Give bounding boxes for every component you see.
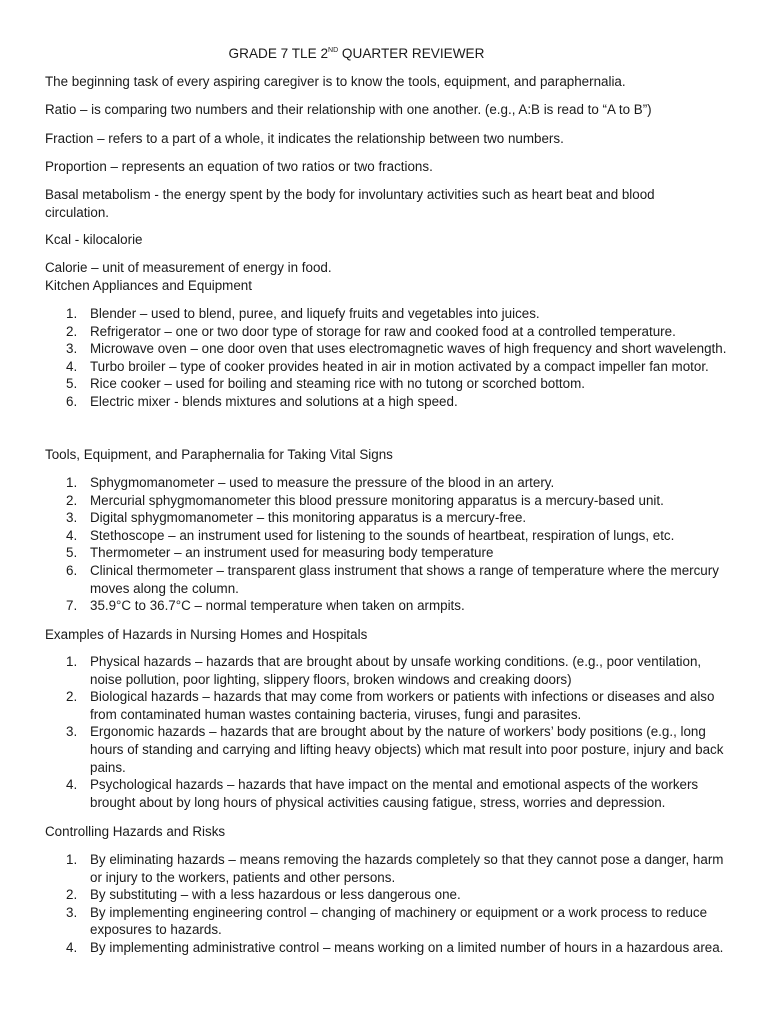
list-item [45, 492, 730, 510]
list-item-text: Blender – used to blend, puree, and liquefy fruits and vegetables into juices. [90, 306, 540, 321]
list-item [45, 509, 730, 527]
list-item-text: By implementing engineering control – changing of machinery or equipment or a work process to reduce exposures to hazards. [90, 904, 708, 938]
list-item [45, 597, 730, 615]
kitchen-list [45, 305, 730, 411]
list-item-text: Psychological hazards – hazards that have impact on the mental and emotional aspects of the workers brought about by long hours of physical activities causing fatigue, stress, worries and depression. [90, 777, 699, 810]
list-item-text: Mercurial sphygmomanometer this blood pressure monitoring apparatus is a mercury-based unit. [90, 492, 664, 508]
list-item-text: Biological hazards – hazards that may come from workers or patients with infections or diseases and also from contaminated human wastes containing bacteria, viruses, fungi and parasites. [90, 689, 715, 722]
list-item [45, 939, 730, 957]
list-item-number: 5. [66, 545, 78, 561]
list-item [45, 358, 730, 376]
list-item [45, 340, 730, 358]
section-heading-vital-signs: Tools, Equipment, and Paraphernalia for Taking Vital Signs [45, 447, 393, 462]
controlling-list [45, 851, 730, 957]
list-item [45, 305, 730, 323]
list-item [45, 851, 730, 886]
document-title [0, 45, 713, 63]
list-item-text: By substituting – with a less hazardous or less dangerous one. [90, 887, 461, 903]
ratio-definition: Ratio – is comparing two numbers and their relationship with one another. (e.g., A:B is read to “A to B”) [45, 102, 652, 117]
list-item-number: 4. [66, 527, 78, 543]
list-item-number: 3. [66, 341, 78, 357]
list-item-number: 3. [66, 904, 78, 920]
fraction-definition: Fraction – refers to a part of a whole, it indicates the relationship between two numbers. [45, 131, 564, 146]
list-item-number: 6. [66, 393, 78, 409]
list-item [45, 723, 730, 776]
title-text-before: GRADE 7 TLE 2 [228, 46, 329, 61]
basal-metabolism-definition: Basal metabolism - the energy spent by the body for involuntary activities such as heart beat and blood circulation. [45, 187, 655, 220]
intro-paragraph: The beginning task of every aspiring caregiver is to know the tools, equipment, and paraphernalia. [45, 74, 626, 89]
list-item [45, 904, 730, 939]
section-heading-hazards: Examples of Hazards in Nursing Homes and Hospitals [45, 627, 368, 642]
list-item-text: Ergonomic hazards – hazards that are brought about by the nature of workers’ body positions (e.g., long hours of standing and carrying and lifting heavy objects) which mat result into poor posture, injury and back pains. [90, 724, 724, 775]
list-item-text: Microwave oven – one door oven that uses electromagnetic waves of high frequency and short wavelength. [90, 341, 727, 357]
list-item-number: 4. [66, 358, 78, 374]
list-item [45, 375, 730, 393]
proportion-definition: Proportion – represents an equation of two ratios or two fractions. [45, 159, 433, 174]
list-item-text: Stethoscope – an instrument used for listening to the sounds of heartbeat, respiration of lungs, etc. [90, 527, 675, 543]
list-item-number: 5. [66, 376, 78, 392]
list-item-number: 4. [66, 939, 78, 955]
list-item-number: 1. [66, 306, 78, 321]
list-item-number: 1. [66, 852, 78, 867]
calorie-definition: Calorie – unit of measurement of energy in food. [45, 260, 332, 275]
list-item-text: Rice cooker – used for boiling and steaming rice with no tutong or scorched bottom. [90, 376, 585, 392]
list-item-text: Thermometer – an instrument used for measuring body temperature [90, 545, 494, 561]
vital-signs-list [45, 474, 730, 615]
hazards-list [45, 653, 730, 811]
list-item-number: 2. [66, 689, 78, 705]
list-item [45, 653, 730, 688]
list-item-text: Sphygmomanometer – used to measure the pressure of the blood in an artery. [90, 475, 555, 490]
list-item-text: By eliminating hazards – means removing the hazards completely so that they cannot pose a danger, harm or injury to the workers, patients and other persons. [90, 852, 724, 885]
list-item-text: Physical hazards – hazards that are brought about by unsafe working conditions. (e.g., poor ventilation, noise pollution, poor lighting, slippery floors, broken windows and creaking doors) [90, 654, 702, 687]
list-item [45, 527, 730, 545]
list-item-number: 2. [66, 323, 78, 339]
list-item [45, 688, 730, 723]
list-item-text: Electric mixer - blends mixtures and solutions at a high speed. [90, 393, 458, 409]
list-item-number: 3. [66, 724, 78, 740]
list-item [45, 474, 730, 492]
list-item [45, 544, 730, 562]
list-item [45, 886, 730, 904]
list-item-text: Turbo broiler – type of cooker provides heated in air in motion activated by a compact impeller fan motor. [90, 358, 709, 374]
list-item-number: 6. [66, 562, 78, 578]
list-item-number: 1. [66, 475, 78, 490]
list-item [45, 776, 730, 811]
list-item-text: Refrigerator – one or two door type of storage for raw and cooked food at a controlled temperature. [90, 323, 676, 339]
list-item-number: 4. [66, 777, 78, 793]
list-item-number: 3. [66, 510, 78, 526]
list-item [45, 562, 730, 597]
section-heading-controlling: Controlling Hazards and Risks [45, 824, 226, 839]
list-item-number: 1. [66, 654, 78, 669]
list-item-number: 2. [66, 887, 78, 903]
list-item-text: Digital sphygmomanometer – this monitoring apparatus is a mercury-free. [90, 510, 527, 526]
kcal-definition: Kcal - kilocalorie [45, 232, 143, 247]
list-item-text: Clinical thermometer – transparent glass instrument that shows a range of temperature where the mercury moves along the column. [90, 562, 719, 596]
list-item [45, 393, 730, 411]
list-item-text: 35.9°C to 36.7°C – normal temperature when taken on armpits. [90, 598, 465, 614]
title-superscript: ND [328, 47, 339, 54]
title-text-after: QUARTER REVIEWER [338, 46, 485, 61]
list-item [45, 323, 730, 341]
section-heading-kitchen: Kitchen Appliances and Equipment [45, 278, 252, 293]
list-item-text: By implementing administrative control – means working on a limited number of hours in a hazardous area. [90, 939, 724, 955]
list-item-number: 2. [66, 492, 78, 508]
list-item-number: 7. [66, 598, 78, 614]
